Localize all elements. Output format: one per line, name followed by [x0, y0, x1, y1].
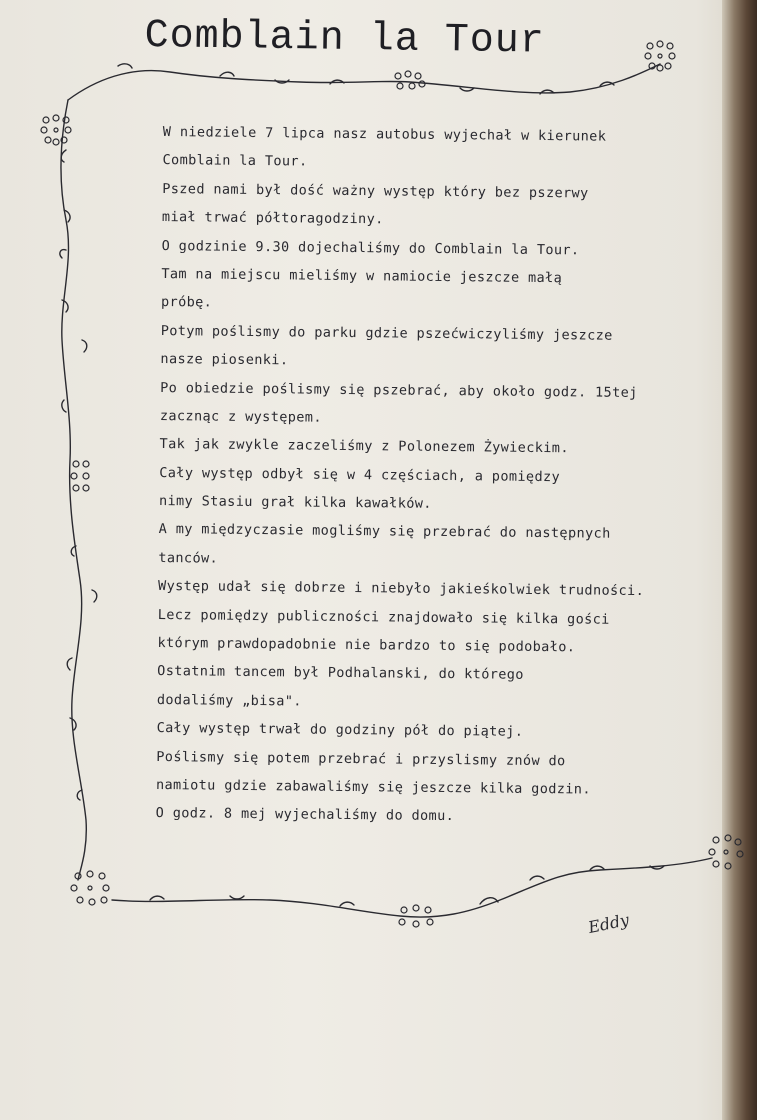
text-line: którym prawdopadobnie nie bardzo to się podobało.	[157, 635, 576, 656]
text-line: tanców.	[158, 549, 219, 567]
flower-top-left-icon	[36, 112, 76, 148]
flower-bottom-center-icon	[394, 902, 438, 934]
text-line: O godzinie 9.30 dojechaliśmy do Comblain la Tour.	[161, 237, 580, 258]
text-line: Po obiedzie poślismy się pszebrać, aby około godz. 15tej	[160, 379, 638, 401]
text-line: nasze piosenki.	[160, 351, 289, 369]
flower-top-right-icon	[640, 38, 680, 74]
text-line: Cały występ odbył się w 4 częściach, a pomiędzy	[159, 464, 561, 485]
text-line: Tak jak zwykle zaczeliśmy z Polonezem Żywieckim.	[159, 436, 569, 457]
text-line: namiotu gdzie zabawaliśmy się jeszcze kilka godzin.	[155, 776, 591, 798]
text-line: dodaliśmy „bisa".	[156, 691, 302, 710]
flower-top-center-icon	[390, 68, 430, 94]
flower-bottom-left-icon	[66, 868, 114, 908]
text-line: Comblain la Tour.	[162, 152, 308, 170]
flower-left-middle-icon	[66, 456, 96, 496]
text-line: miał trwać półtoragodziny.	[161, 209, 384, 228]
text-line: Pszed nami był dość ważny występ który bez pszerwy	[162, 180, 589, 202]
text-line: zacznąc z występem.	[159, 407, 322, 426]
signature: Eddy	[586, 909, 631, 938]
text-line: Poślismy się potem przebrać i przyslismy znów do	[156, 748, 566, 769]
text-line: W niedziele 7 lipca nasz autobus wyjechał w kierunek	[162, 123, 607, 145]
text-line: Występ udał się dobrze i niebyło jakieśkolwiek trudności.	[158, 578, 645, 600]
text-line: Ostatnim tancem był Podhalanski, do którego	[157, 663, 524, 684]
handwritten-body-text	[156, 118, 703, 833]
text-line: Lecz pomiędzy publiczności znajdowało się kilka gości	[157, 606, 610, 628]
page-title: Comblain la Tour	[144, 14, 546, 65]
flower-bottom-right-icon	[704, 832, 748, 872]
text-line: próbę.	[160, 294, 213, 311]
text-line: nimy Stasiu grał kilka kawałków.	[158, 493, 432, 512]
text-line: A my międzyczasie mogliśmy się przebrać do następnych	[158, 521, 611, 543]
text-line: O godz. 8 mej wyjechaliśmy do domu.	[155, 805, 455, 825]
text-line: Potym poślismy do parku gdzie pszećwiczyliśmy jeszcze	[160, 322, 613, 344]
text-line: Cały występ trwał do godziny pół do piątej.	[156, 720, 524, 741]
text-line: Tam na miejscu mieliśmy w namiocie jeszcze małą	[161, 265, 563, 287]
